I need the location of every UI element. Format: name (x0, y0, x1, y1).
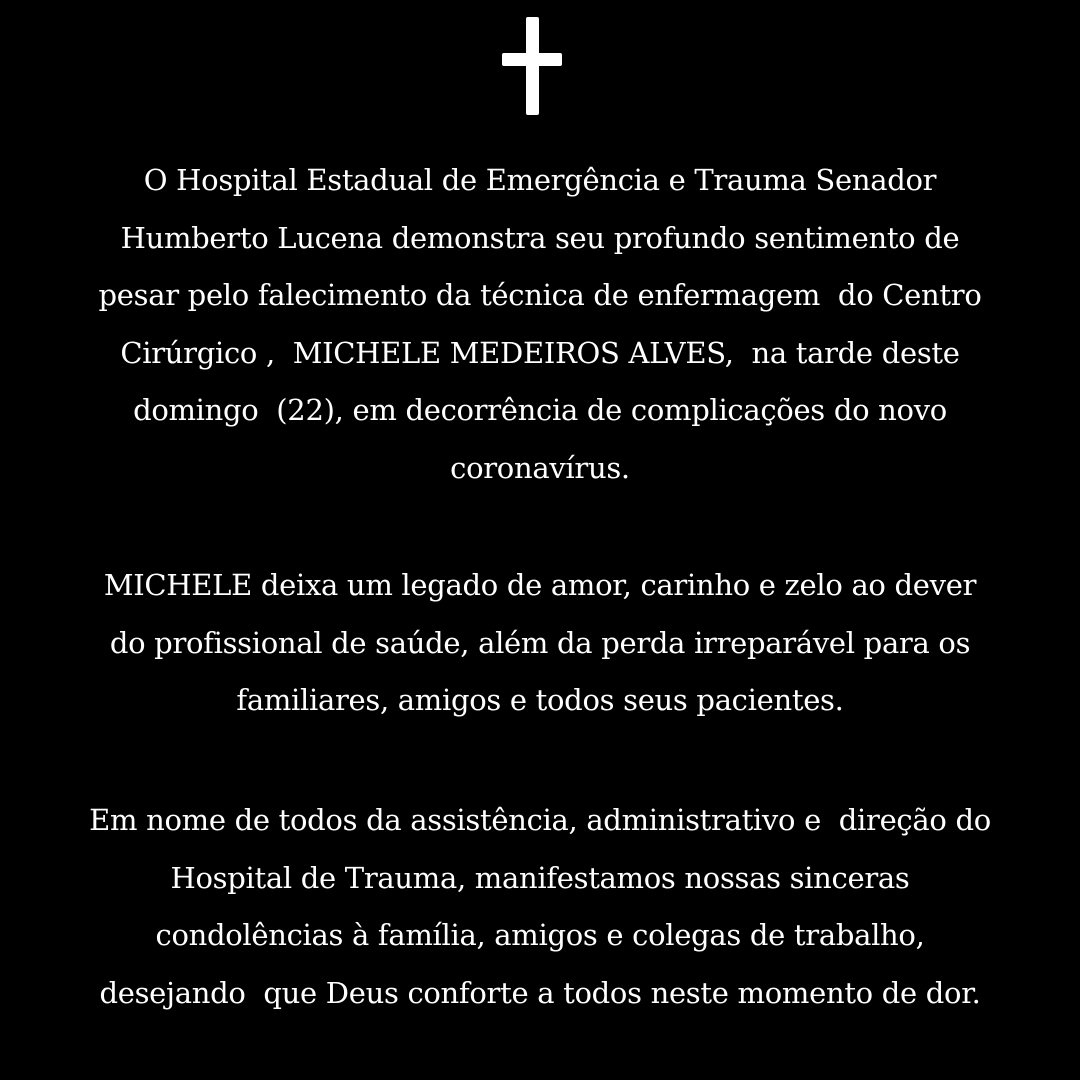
text-line: domingo (22), em decorrência de complicações do novo (133, 393, 947, 427)
condolences-paragraph (20, 792, 1060, 1022)
cross-vertical-bar (526, 17, 539, 115)
cross-horizontal-bar (502, 53, 562, 66)
text-line: coronavírus. (450, 450, 630, 485)
text-line: O Hospital Estadual de Emergência e Trauma Senador (143, 163, 937, 197)
text-line: condolências à família, amigos e colegas de trabalho, (155, 918, 925, 952)
text-line: Em nome de todos da assistência, administrativo e direção do (89, 803, 991, 837)
text-line: Hospital de Trauma, manifestamos nossas sinceras (170, 860, 910, 895)
text-line: Cirúrgico , MICHELE MEDEIROS ALVES, na tarde deste (120, 335, 960, 370)
text-line: Humberto Lucena demonstra seu profundo sentimento de (120, 220, 960, 255)
legacy-paragraph (20, 557, 1060, 730)
text-line: MICHELE deixa um legado de amor, carinho e zelo ao dever (103, 568, 977, 602)
text-line: desejando que Deus conforte a todos neste momento de dor. (99, 975, 981, 1010)
text-line: do profissional de saúde, além da perda irreparável para os (109, 625, 971, 660)
cross-icon (502, 17, 562, 115)
text-line: familiares, amigos e todos seus pacientes. (236, 683, 844, 717)
text-line: pesar pelo falecimento da técnica de enfermagem do Centro (98, 278, 982, 312)
announcement-paragraph (20, 152, 1060, 497)
